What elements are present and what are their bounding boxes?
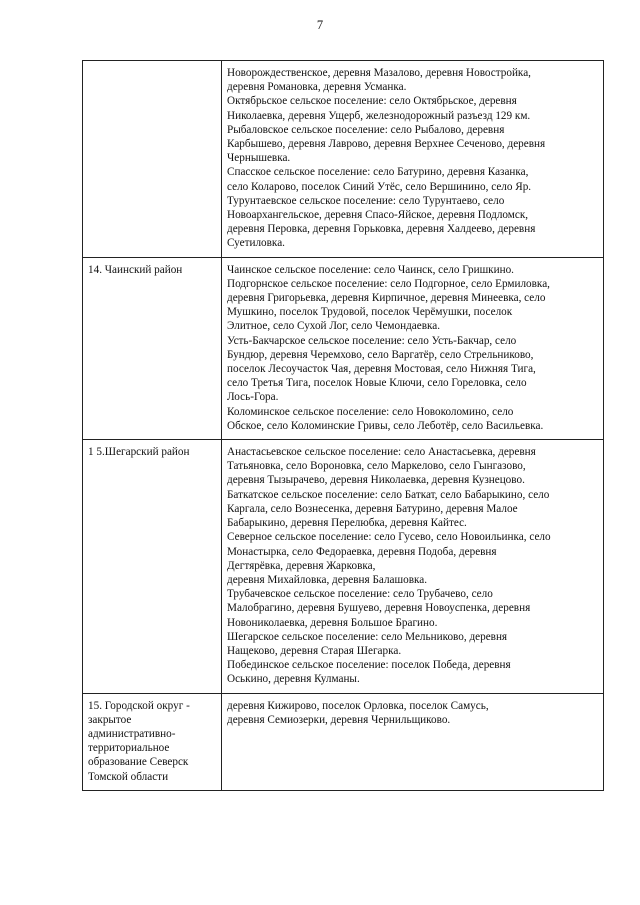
districts-table: [82, 60, 604, 791]
settlement-text-line: село Третья Тига, поселок Новые Ключи, село Гореловка, село: [227, 377, 527, 390]
settlement-text-line: поселок Лесоучасток Чая, деревня Мостовая, село Нижняя Тига,: [227, 363, 536, 376]
settlement-text-line: Лось-Гора.: [227, 391, 279, 404]
table-row: [83, 61, 604, 258]
settlement-text-line: Оськино, деревня Кулманы.: [227, 673, 360, 686]
district-name: 1 5.Шегарский район: [88, 446, 190, 459]
district-cell: [83, 61, 222, 258]
settlement-text-line: деревня Тызырачево, деревня Николаевка, деревня Кузнецово.: [227, 474, 525, 487]
district-name-line: административно-: [88, 727, 176, 740]
district-name-line: закрытое: [88, 713, 132, 726]
settlement-text-line: Новониколаевка, деревня Большое Брагино.: [227, 616, 438, 629]
settlement-text-line: Шегарское сельское поселение: село Мельниково, деревня: [227, 630, 508, 643]
settlement-text-line: Северное сельское поселение: село Гусево, село Новоильинка, село: [227, 531, 551, 544]
settlement-text-line: Дегтярёвка, деревня Жарковка,: [227, 559, 376, 572]
district-cell: [83, 257, 222, 439]
settlement-text-line: Чаинское сельское поселение: село Чаинск, село Гришкино.: [227, 263, 514, 276]
settlements-cell: [222, 693, 604, 790]
district-name-line: образование Северск: [88, 756, 189, 769]
settlement-text-line: Бабарыкино, деревня Перелюбка, деревня Кайтес.: [227, 517, 467, 530]
settlements-cell: [222, 257, 604, 439]
settlement-text-line: Николаевка, деревня Ущерб, железнодорожный разъезд 129 км.: [227, 109, 531, 122]
district-name-line: 15. Городской округ -: [88, 699, 190, 712]
settlement-text-line: Бундюр, деревня Черемхово, село Варгатёр, село Стрельниково,: [227, 348, 534, 361]
settlement-text-line: Мушкино, поселок Трудовой, поселок Черёмушки, поселок: [227, 306, 513, 319]
table-row: [83, 693, 604, 790]
district-name-line: территориальное: [88, 742, 170, 755]
district-cell: [83, 693, 222, 790]
settlement-text-line: Новорождественское, деревня Мазалово, деревня Новостройка,: [227, 67, 531, 79]
page-number: 7: [316, 18, 324, 32]
settlement-text-line: Чернышевка.: [227, 152, 291, 165]
settlement-text-line: Подгорнское сельское поселение: село Подгорное, село Ермиловка,: [227, 277, 550, 290]
district-name: 14. Чаинский район: [88, 263, 183, 276]
table-row: [83, 440, 604, 693]
settlement-text-line: деревня Кижирово, поселок Орловка, поселок Самусь,: [227, 699, 489, 712]
settlement-text-line: Обское, село Коломинские Гривы, село Леботёр, село Васильевка.: [227, 419, 544, 432]
settlement-text-line: деревня Перовка, деревня Горьковка, деревня Халдеево, деревня: [227, 223, 536, 236]
settlement-text-line: Малобрагино, деревня Бушуево, деревня Новоуспенка, деревня: [227, 602, 531, 615]
settlement-text-line: деревня Семиозерки, деревня Чернильщиково.: [227, 713, 451, 726]
settlement-text-line: Турунтаевское сельское поселение: село Турунтаево, село: [227, 194, 505, 207]
settlement-text-line: Карбышево, деревня Лаврово, деревня Верхнее Сеченово, деревня: [227, 138, 546, 151]
settlement-text-line: Коломинское сельское поселение: село Новоколомино, село: [227, 405, 514, 418]
settlement-text-line: Спасское сельское поселение: село Батурино, деревня Казанка,: [227, 166, 529, 179]
settlements-cell: [222, 61, 604, 258]
settlement-text-line: Монастырка, село Федораевка, деревня Подоба, деревня: [227, 545, 497, 558]
settlement-text-line: Усть-Бакчарское сельское поселение: село Усть-Бакчар, село: [227, 334, 517, 347]
settlement-text-line: деревня Григорьевка, деревня Кирпичное, деревня Минеевка, село: [227, 292, 546, 305]
table-row: [83, 257, 604, 439]
settlement-text-line: Новоархангельское, деревня Спасо-Яйское, деревня Подломск,: [227, 209, 529, 222]
settlement-text-line: Татьяновка, село Вороновка, село Маркелово, село Гынгазово,: [227, 460, 526, 473]
settlement-text-line: Рыбаловское сельское поселение: село Рыбалово, деревня: [227, 123, 505, 136]
settlement-text-line: село Коларово, поселок Синий Утёс, село Вершинино, село Яр.: [227, 180, 532, 193]
settlements-cell: [222, 440, 604, 693]
settlement-text-line: Суетиловка.: [227, 237, 285, 250]
settlement-text-line: Побединское сельское поселение: поселок Победа, деревня: [227, 659, 511, 672]
settlement-text-line: Трубачевское сельское поселение: село Трубачево, село: [227, 588, 493, 601]
settlement-text-line: деревня Романовка, деревня Усманка.: [227, 81, 407, 94]
settlement-text-line: Нащеково, деревня Старая Шегарка.: [227, 644, 402, 657]
district-name-line: Томской области: [88, 770, 169, 783]
district-cell: [83, 440, 222, 693]
settlement-text-line: Элитное, село Сухой Лог, село Чемондаевка.: [227, 320, 441, 333]
settlement-text-line: Каргала, село Вознесенка, деревня Батурино, деревня Малое: [227, 502, 518, 515]
settlement-text-line: Октябрьское сельское поселение: село Октябрьское, деревня: [227, 95, 517, 108]
settlement-text-line: деревня Михайловка, деревня Балашовка.: [227, 573, 428, 586]
settlement-text-line: Баткатское сельское поселение: село Баткат, село Бабарыкино, село: [227, 488, 550, 501]
settlement-text-line: Анастасьевское сельское поселение: село Анастасьевка, деревня: [227, 446, 536, 459]
